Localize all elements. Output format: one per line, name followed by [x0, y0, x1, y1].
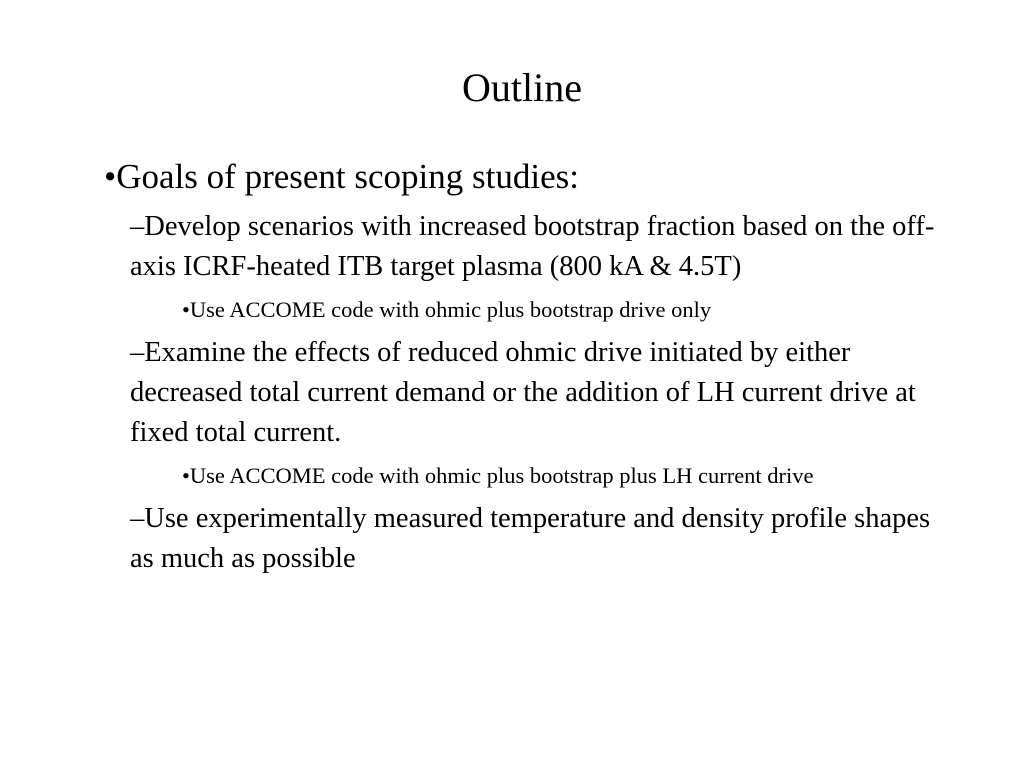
- slide-title: Outline: [462, 65, 582, 110]
- sub-bullet-examine-effects: –Examine the effects of reduced ohmic drive initiated by either decreased total current demand or the addition of LH current drive at fixed total current.: [130, 337, 916, 448]
- sub-bullet-measured-profiles: –Use experimentally measured temperature and density profile shapes as much as possible: [130, 503, 931, 574]
- sub-sub-bullet-accome-bootstrap: •Use ACCOME code with ohmic plus bootstrap drive only: [182, 297, 712, 322]
- sub-bullet-develop-scenarios: –Develop scenarios with increased bootstrap fraction based on the off-axis ICRF-heated ITB target plasma (800 kA & 4.5T): [130, 211, 935, 282]
- sub-sub-bullet-accome-lh: •Use ACCOME code with ohmic plus bootstrap plus LH current drive: [182, 463, 814, 488]
- slide-body: [104, 155, 964, 585]
- bullet-goals: •Goals of present scoping studies:: [104, 157, 579, 196]
